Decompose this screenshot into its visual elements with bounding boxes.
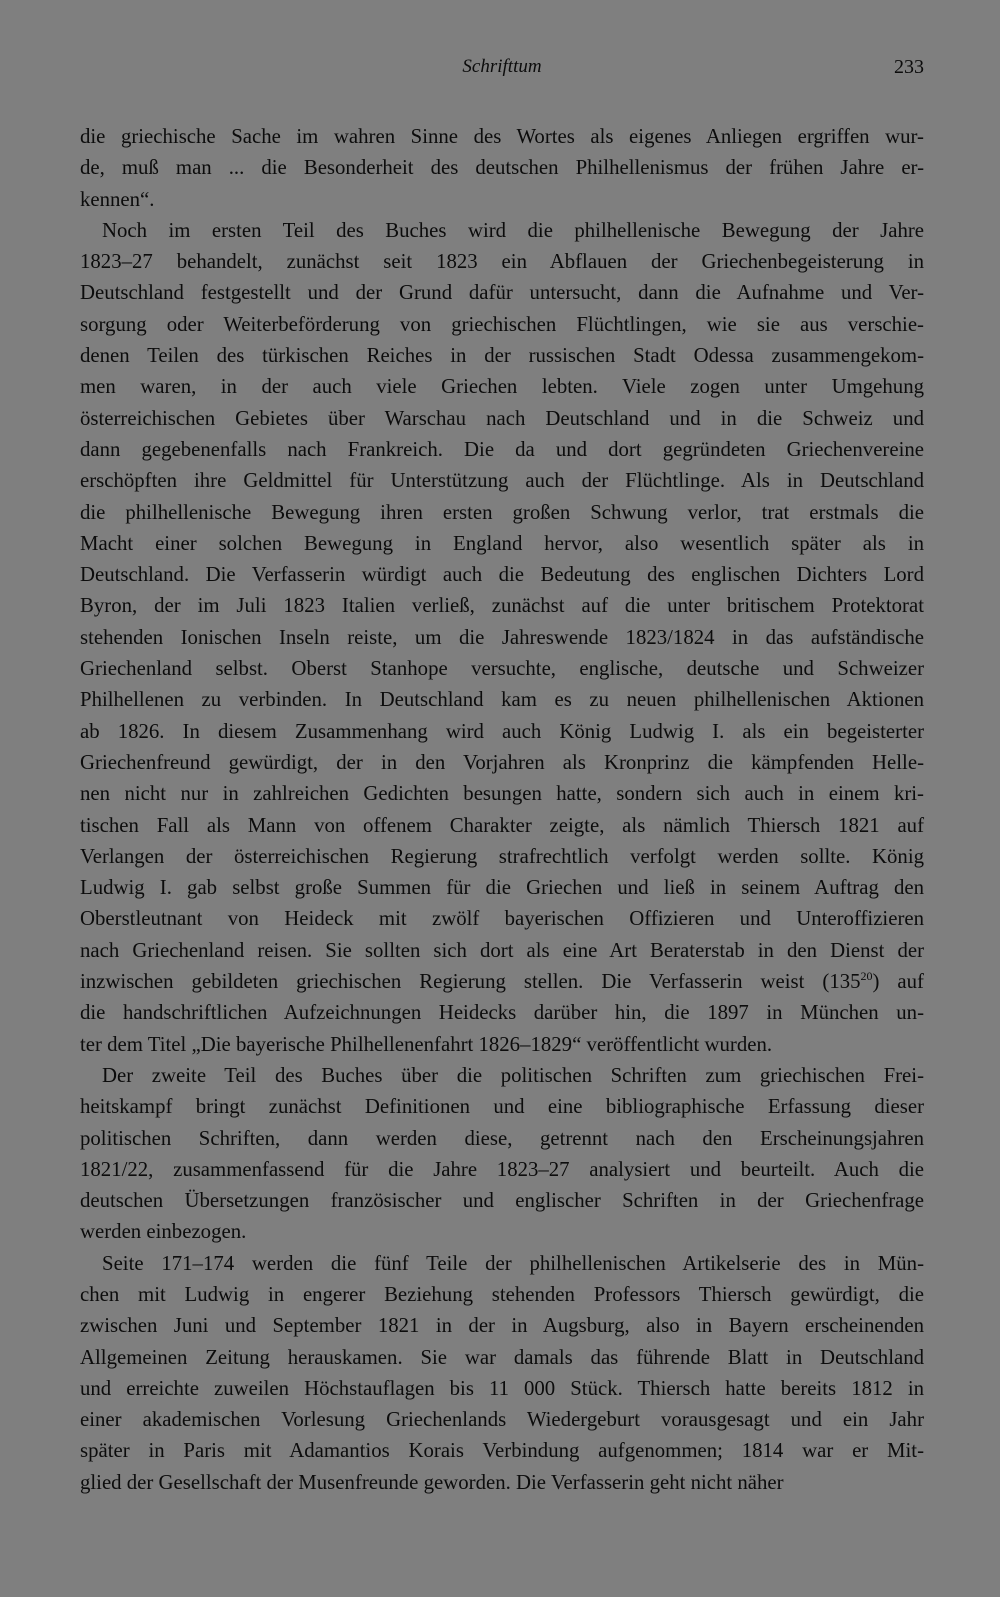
text-line: nach Griechenland reisen. Sie sollten sich dort als eine Art Beraterstab in den Dienst der bbox=[80, 938, 924, 962]
text-line: Noch im ersten Teil des Buches wird die philhellenische Bewegung der Jahre bbox=[102, 218, 924, 242]
text-line: Seite 171–174 werden die fünf Teile der philhellenischen Artikelserie des in Mün- bbox=[102, 1251, 924, 1275]
text-line: kennen“. bbox=[80, 187, 155, 211]
text-line: stehenden Ionischen Inseln reiste, um die Jahreswende 1823/1824 in das aufständische bbox=[80, 625, 924, 649]
text-line: denen Teilen des türkischen Reiches in der russischen Stadt Odessa zusammengekom- bbox=[80, 344, 924, 368]
text-line: die griechische Sache im wahren Sinne des Wortes als eigenes Anliegen ergriffen wur- bbox=[80, 125, 924, 148]
body-text bbox=[80, 121, 924, 1498]
text-line: Deutschland. Die Verfasserin würdigt auch die Bedeutung des englischen Dichters Lord bbox=[80, 563, 924, 587]
text-line: nen nicht nur in zahlreichen Gedichten besungen hatte, sondern sich auch in einem kri- bbox=[80, 782, 924, 806]
text-line: erschöpften ihre Geldmittel für Unterstützung auch der Flüchtlinge. Als in Deutschland bbox=[80, 469, 924, 493]
text-line: Deutschland festgestellt und der Grund dafür untersucht, dann die Aufnahme und Ver- bbox=[80, 281, 924, 305]
text-line: werden einbezogen. bbox=[80, 1220, 247, 1244]
text-line: de, muß man ... die Besonderheit des deutschen Philhellenismus der frühen Jahre er- bbox=[80, 156, 924, 180]
text-line: dann gegebenenfalls nach Frankreich. Die da und dort gegründeten Griechenvereine bbox=[80, 437, 924, 461]
text-line: Macht einer solchen Bewegung in England hervor, also wesentlich später als in bbox=[80, 531, 924, 555]
page-number: 233 bbox=[894, 56, 924, 78]
paragraph bbox=[80, 1248, 924, 1498]
text-line: ter dem Titel „Die bayerische Philhellenenfahrt 1826–1829“ veröffentlicht wurden. bbox=[80, 1032, 773, 1056]
text-line: chen mit Ludwig in engerer Beziehung stehenden Professors Thiersch gewürdigt, die bbox=[80, 1282, 924, 1306]
text-line: und erreichte zuweilen Höchstauflagen bis 11 000 Stück. Thiersch hatte bereits 1812 in bbox=[80, 1376, 924, 1400]
text-line: Griechenfreund gewürdigt, der in den Vorjahren als Kronprinz die kämpfenden Helle- bbox=[80, 750, 924, 774]
text-line: Philhellenen zu verbinden. In Deutschland kam es zu neuen philhellenischen Aktionen bbox=[80, 688, 924, 712]
text-line: die philhellenische Bewegung ihren ersten großen Schwung verlor, trat erstmals die bbox=[80, 500, 924, 524]
text-line: Allgemeinen Zeitung herauskamen. Sie war damals das führende Blatt in Deutschland bbox=[80, 1345, 924, 1369]
text-line: ab 1826. In diesem Zusammenhang wird auch König Ludwig I. als ein begeisterter bbox=[80, 719, 924, 743]
paragraph bbox=[80, 121, 924, 215]
text-line: politischen Schriften, dann werden diese, getrennt nach den Erscheinungsjahren bbox=[80, 1126, 924, 1150]
text-line: österreichischen Gebietes über Warschau nach Deutschland und in die Schweiz und bbox=[80, 406, 924, 430]
text-line: Byron, der im Juli 1823 Italien verließ, zunächst auf die unter britischem Protektorat bbox=[80, 594, 924, 618]
text-line: Der zweite Teil des Buches über die politischen Schriften zum griechischen Frei- bbox=[102, 1063, 924, 1087]
text-line: tischen Fall als Mann von offenem Charakter zeigte, als nämlich Thiersch 1821 auf bbox=[80, 813, 924, 837]
footnote-ref: 20 bbox=[860, 969, 873, 984]
text-line: Oberstleutnant von Heideck mit zwölf bayerischen Offizieren und Unteroffizieren bbox=[80, 907, 924, 931]
text-line: glied der Gesellschaft der Musenfreunde geworden. Die Verfasserin geht nicht näher bbox=[80, 1470, 784, 1494]
text-line: inzwischen gebildeten griechischen Regierung stellen. Die Verfasserin weist $(135^{20})$ auf bbox=[80, 969, 924, 994]
paragraph bbox=[80, 1060, 924, 1248]
text-line: 1821/22, zusammenfassend für die Jahre 1823–27 analysiert und beurteilt. Auch die bbox=[80, 1157, 924, 1181]
text-line: sorgung oder Weiterbeförderung von griechischen Flüchtlingen, wie sie aus verschie- bbox=[80, 312, 924, 336]
text-line: Ludwig I. gab selbst große Summen für die Griechen und ließ in seinem Auftrag den bbox=[80, 876, 924, 900]
ref-tail: ) auf bbox=[872, 970, 924, 994]
text-line: men waren, in der auch viele Griechen lebten. Viele zogen unter Umgehung bbox=[80, 375, 924, 399]
page-header bbox=[80, 56, 924, 86]
text-line: 1823–27 behandelt, zunächst seit 1823 ein Abflauen der Griechenbegeisterung in bbox=[80, 250, 924, 274]
text-line: später in Paris mit Adamantios Korais Verbindung aufgenommen; 1814 war er Mit- bbox=[80, 1439, 924, 1463]
text-line: die handschriftlichen Aufzeichnungen Heidecks darüber hin, die 1897 in München un- bbox=[80, 1001, 924, 1025]
text-line: einer akademischen Vorlesung Griechenlands Wiedergeburt vorausgesagt und ein Jahr bbox=[80, 1408, 924, 1432]
paragraph bbox=[80, 215, 924, 1060]
text-line: deutschen Übersetzungen französischer und englischer Schriften in der Griechenfrage bbox=[80, 1189, 924, 1213]
text-line: Verlangen der österreichischen Regierung strafrechtlich verfolgt werden sollte. König bbox=[80, 844, 924, 868]
text-line: heitskampf bringt zunächst Definitionen und eine bibliographische Erfassung dieser bbox=[80, 1095, 924, 1119]
running-title: Schrifttum bbox=[462, 56, 542, 77]
text-line: Griechenland selbst. Oberst Stanhope versuchte, englische, deutsche und Schweizer bbox=[80, 657, 924, 681]
text-line: zwischen Juni und September 1821 in der in Augsburg, also in Bayern erscheinenden bbox=[80, 1314, 924, 1338]
